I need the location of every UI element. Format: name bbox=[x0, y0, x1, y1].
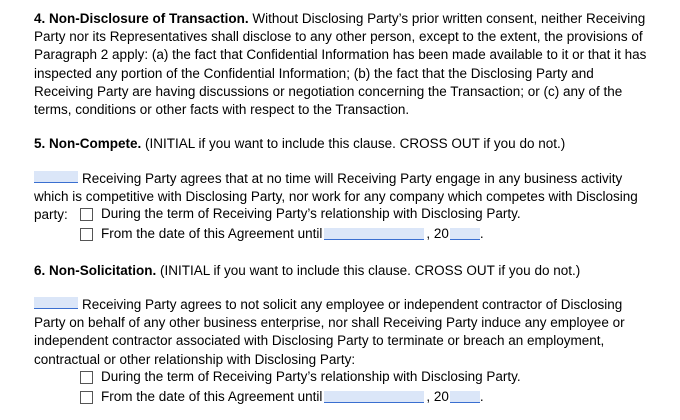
section-6-paragraph bbox=[34, 296, 654, 369]
section-5-date-field[interactable] bbox=[324, 228, 424, 240]
section-4-number: 4. bbox=[34, 11, 46, 26]
section-5-initial-field[interactable] bbox=[34, 171, 78, 183]
section-6-date-field[interactable] bbox=[324, 391, 424, 403]
section-5-year-prefix: , 20 bbox=[426, 226, 449, 241]
section-6-option-1-checkbox[interactable] bbox=[80, 371, 93, 384]
section-5-option-1-checkbox[interactable] bbox=[80, 208, 93, 221]
section-5-option-1-label: During the term of Receiving Party’s relationship with Disclosing Party. bbox=[101, 206, 521, 221]
section-6-option-2-label: From the date of this Agreement until bbox=[101, 389, 323, 404]
section-5-option-1 bbox=[80, 205, 521, 223]
section-6-year-prefix: , 20 bbox=[426, 389, 449, 404]
section-5-title: Non-Compete. bbox=[49, 136, 142, 151]
section-6-initial-field[interactable] bbox=[34, 297, 78, 309]
section-6-title: Non-Solicitation. bbox=[49, 263, 157, 278]
section-6-heading bbox=[34, 262, 654, 280]
section-6-option-1 bbox=[80, 368, 521, 386]
section-6-number: 6. bbox=[34, 263, 46, 278]
section-4-paragraph bbox=[34, 10, 654, 119]
section-5-instruction: (INITIAL if you want to include this clause. CROSS OUT if you do not.) bbox=[145, 136, 566, 151]
section-4-body: Without Disclosing Party’s prior written consent, neither Receiving Party nor its Representatives shall disclose to any other person, except to the extent, the provisions of Paragraph 2 apply: (a) the fact that Confidential Information has been made available to it or that it has inspected any portion of the Confidential Information; (b) the fact that the Disclosing Party and Receiving Party are having discussions or negotiation concerning the Transaction; or (c) any of the terms, conditions or other facts with respect to the Transaction. bbox=[34, 11, 647, 118]
section-5-body: Receiving Party agrees that at no time will Receiving Party engage in any business activity which is competitive with Disclosing Party, nor work for any company which competes with Disclosing party: bbox=[34, 171, 638, 223]
section-5-option-2-checkbox[interactable] bbox=[80, 228, 93, 241]
section-6-year-field[interactable] bbox=[450, 391, 480, 403]
section-6-option-2-suffix: . bbox=[479, 389, 484, 404]
section-5-year-field[interactable] bbox=[450, 228, 480, 240]
section-6-option-2-checkbox[interactable] bbox=[80, 391, 93, 404]
section-5-heading bbox=[34, 135, 654, 153]
section-6-body: Receiving Party agrees to not solicit any employee or independent contractor of Disclosing Party on behalf of any other business enterprise, nor shall Receiving Party induce any employee or independent contractor associated with Disclosing Party to terminate or breach an employment, contractual or other relationship with Disclosing Party: bbox=[34, 297, 625, 367]
section-5-option-2-suffix: . bbox=[479, 226, 484, 241]
section-6-option-1-label: During the term of Receiving Party’s relationship with Disclosing Party. bbox=[101, 369, 521, 384]
section-5-number: 5. bbox=[34, 136, 46, 151]
section-6-option-2 bbox=[80, 388, 484, 406]
section-6-instruction: (INITIAL if you want to include this clause. CROSS OUT if you do not.) bbox=[160, 263, 581, 278]
section-4-title: Non-Disclosure of Transaction. bbox=[49, 11, 249, 26]
section-5-option-2 bbox=[80, 225, 484, 243]
section-5-option-2-label: From the date of this Agreement until bbox=[101, 226, 323, 241]
